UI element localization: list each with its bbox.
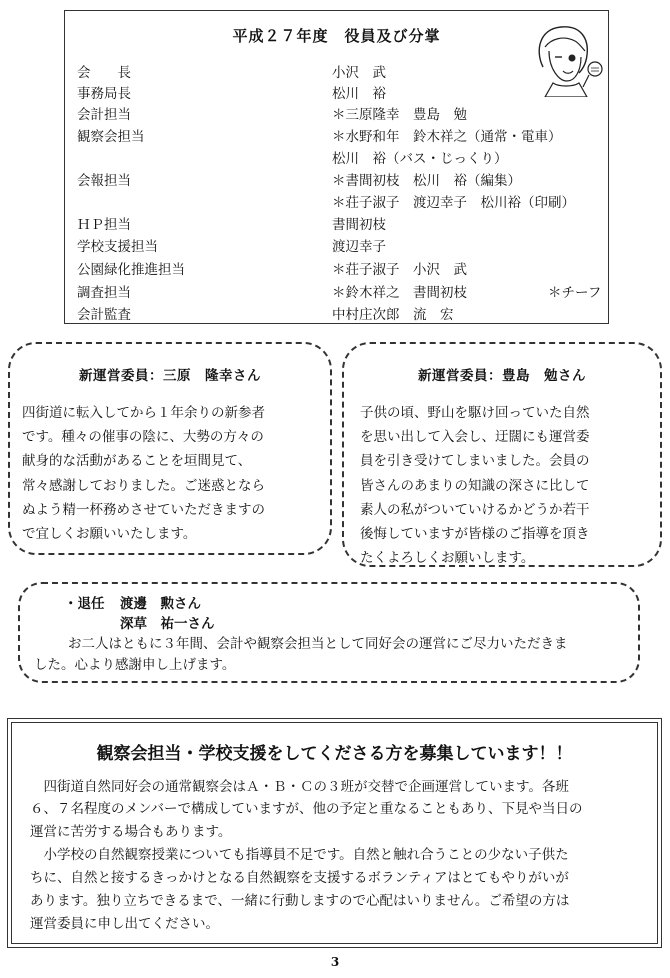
officers-title: 平成２７年度 役員及び分掌 (232, 27, 441, 45)
mascot-illustration-icon (529, 21, 607, 97)
officer-role: 観察会担当 (77, 129, 145, 145)
officer-names: ＊書間初枝 松川 裕（編集） (332, 173, 521, 189)
officer-row (65, 169, 608, 191)
recruitment-title: 観察会担当・学校支援をしてくださる方を募集しています！！ (96, 744, 573, 764)
officer-role: 会計監査 (77, 307, 131, 323)
retirement-message: お二人はともに３年間、会計や観察会担当として同好会の運営にご尽力いただきま (68, 636, 568, 652)
recruitment-box-inner (11, 722, 658, 944)
officer-role: 会 長 (77, 65, 131, 81)
officer-names: 書間初枝 (332, 217, 386, 233)
message-line: で宜しくお願いいたします。 (22, 526, 197, 543)
officer-row (65, 258, 608, 280)
officer-role: 会計担当 (77, 107, 131, 123)
new-member-box-mihara (8, 342, 332, 555)
officer-role: ＨＰ担当 (77, 217, 131, 233)
message-line: 子供の頃、野山を駆け回っていた自然 (360, 405, 590, 421)
officer-names: ＊荘子淑子 渡辺幸子 松川裕（印刷） (332, 195, 575, 211)
recruitment-line: 四街道自然同好会の通常観察会はＡ・Ｂ・Ｃの３班が交替で企画運営しています。各班 (30, 779, 569, 795)
officer-row (65, 303, 608, 325)
message-line: たくよろしくお願いします。 (360, 550, 535, 567)
message-line: 常々感謝しておりました。ご迷惑となら (22, 477, 265, 494)
officer-names: ＊三原隆幸 豊島 勉 (332, 107, 467, 123)
officer-row (65, 61, 608, 83)
officer-row (65, 281, 608, 303)
new-member-title: 新運営委員：豊島 勉さん (418, 368, 586, 384)
officer-row (65, 191, 608, 213)
officer-names: 小沢 武 (332, 65, 386, 81)
message-line: 素人の私がついていけるかどうか若干 (360, 501, 590, 518)
new-member-box-toyoshima (342, 342, 662, 567)
officer-role: 会報担当 (77, 173, 131, 189)
recruitment-line: 運営委員に申し出てください。 (30, 916, 219, 932)
officer-row (65, 235, 608, 257)
retiree-name: 渡邊 勲さん (120, 596, 201, 612)
officer-names: ＊水野和年 鈴木祥之（通常・電車） (332, 129, 562, 145)
message-line: 員を引き受けてしまいました。会員の (360, 453, 590, 470)
retirement-box (18, 582, 640, 683)
recruitment-line: あります。独り立ちできるまで、一緒に行動しますので心配はいりません。ご希望の方は (30, 893, 570, 909)
retirement-message: した。心より感謝申し上げます。 (34, 657, 236, 673)
officer-row (65, 82, 608, 104)
message-line: 皆さんのあまりの知識の深さに比して (360, 477, 590, 494)
recruitment-line: ６、７名程度のメンバーで構成していますが、他の予定と重なることもあり、下見や当日の (30, 801, 583, 817)
new-member-message (360, 401, 590, 570)
message-line: ぬよう精一杯務めさせていただきますの (22, 501, 265, 518)
officer-names: 松川 裕（バス・じっくり） (332, 151, 508, 167)
officer-role: 事務局長 (77, 86, 131, 102)
officer-role: 調査担当 (77, 285, 131, 301)
officer-row (65, 103, 608, 125)
officer-role: 学校支援担当 (77, 239, 158, 255)
message-line: を思い出して入会し、迂闊にも運営委 (360, 429, 590, 446)
message-line: です。種々の催事の陰に、大勢の方々の (22, 429, 264, 446)
new-member-message (22, 401, 265, 546)
recruitment-box (7, 718, 662, 948)
page-number: 3 (330, 955, 340, 969)
officer-names: 松川 裕 (332, 86, 386, 102)
retiree-name: 深草 祐一さん (120, 616, 215, 632)
officers-box (64, 10, 609, 324)
officer-row (65, 213, 608, 235)
recruitment-line: 小学校の自然観察授業についても指導員不足です。自然と触れ合うことの少ない子供た (30, 847, 569, 863)
officer-names: ＊鈴木祥之 書間初枝 (332, 285, 467, 301)
message-line: 後悔していますが皆様のご指導を頂き (360, 526, 590, 543)
message-line: 献身的な活動があることを垣間見て、 (22, 453, 252, 470)
officer-names: ＊荘子淑子 小沢 武 (332, 262, 467, 278)
officer-role: 公園緑化推進担当 (77, 262, 185, 278)
officer-row (65, 125, 608, 147)
recruitment-line: 運営に苦労する場合もあります。 (30, 824, 232, 840)
recruitment-line: ちに、自然と接するきっかけとなる自然観察を支援するボランティアはとてもやりがいが (30, 870, 569, 886)
message-line: 四街道に転入してから１年余りの新参者 (22, 405, 265, 421)
officer-names: 中村庄次郎 流 宏 (332, 307, 454, 323)
officer-row (65, 147, 608, 169)
retirement-label: ・退任 (64, 596, 105, 612)
chief-note: ＊チーフ (548, 285, 602, 301)
officer-names: 渡辺幸子 (332, 239, 386, 255)
new-member-title: 新運営委員：三原 隆幸さん (79, 368, 261, 384)
